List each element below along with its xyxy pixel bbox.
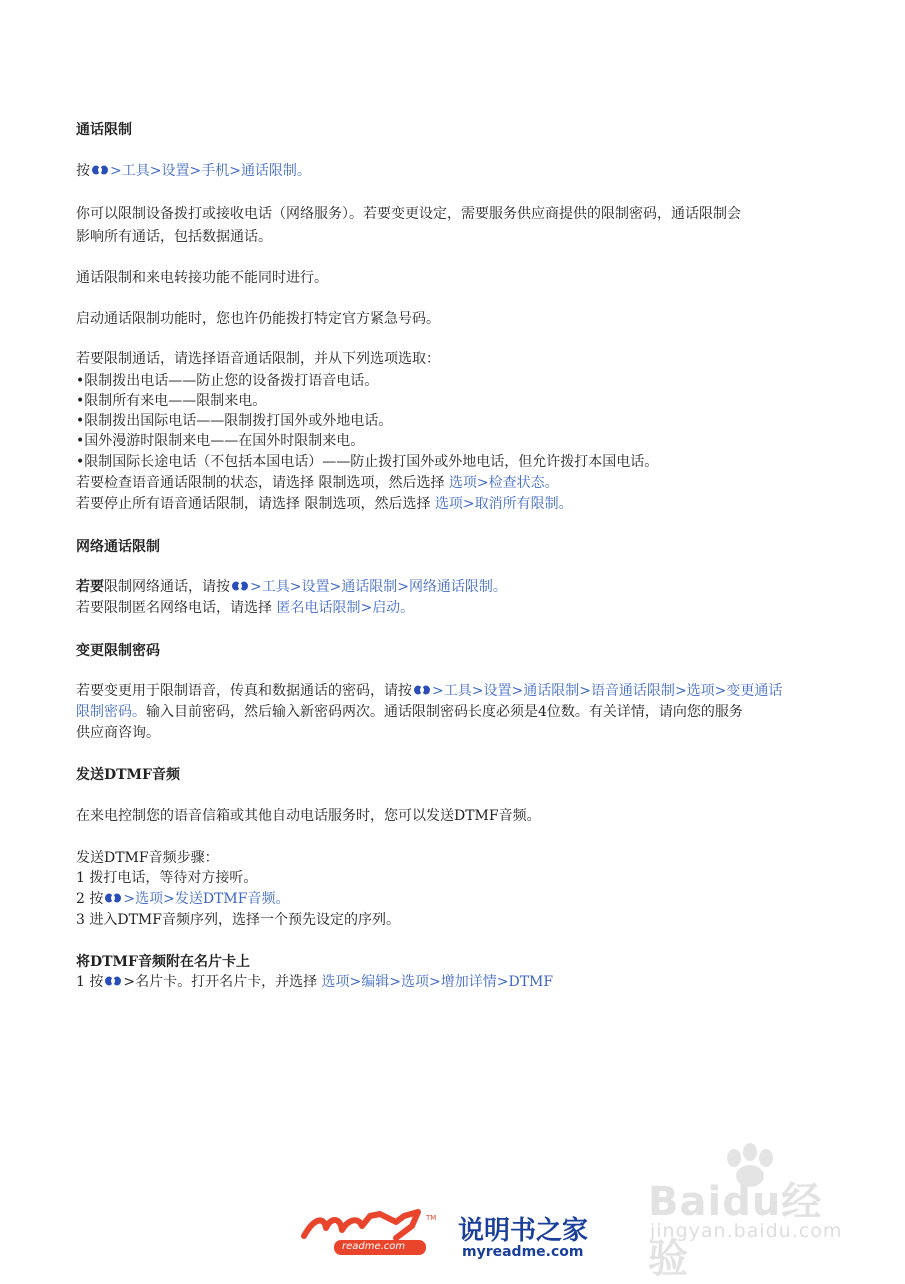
step-item: 3 进入DTMF音频序列，选择一个预先设定的序列。 — [76, 912, 400, 928]
cancel-all-line: 若要停止所有语音通话限制，请选择 限制选项，然后选择 选项>取消所有限制。 — [76, 496, 573, 512]
path-link[interactable]: 选项 — [135, 891, 164, 907]
step-item: 1 拨打电话，等待对方接听。 — [76, 870, 258, 886]
path-link[interactable]: 增加详情 — [440, 974, 497, 990]
trademark: TM — [426, 1214, 437, 1222]
change-password-path: 若要变更用于限制语音，传真和数据通话的密码，请按 >工具>设置>通话限制>语音通话限制>选项>变更通话 — [76, 683, 783, 699]
paragraph: 启动通话限制功能时，您也许仍能拨打特定官方紧急号码。 — [76, 311, 440, 327]
change-password-detail: 输入目前密码，然后输入新密码两次。通话限制密码长度必须是4位数。有关详情，请向您的服务 — [146, 704, 743, 720]
path-link[interactable]: 通话限制 — [523, 683, 580, 699]
step-press: 1 按 — [76, 974, 104, 990]
footer-title: 说明书之家 — [458, 1216, 589, 1246]
menu-key-icon — [231, 580, 249, 592]
section-title-change-password: 变更限制密码 — [76, 643, 160, 659]
path-link[interactable]: 选项 — [448, 475, 477, 491]
path-link[interactable]: DTMF — [508, 974, 554, 990]
path-link[interactable]: 手机 — [201, 163, 230, 179]
path-link[interactable]: 工具 — [121, 163, 150, 179]
path-link[interactable]: 启动。 — [372, 600, 415, 616]
path-link[interactable]: 设置 — [301, 579, 330, 595]
path-link[interactable]: 检查状态。 — [488, 475, 559, 491]
path-link[interactable]: 限制密码。 — [76, 704, 146, 720]
menu-key-icon — [104, 975, 122, 987]
readme-text: readme.com — [342, 1241, 406, 1252]
step-press: 2 按 — [76, 891, 104, 907]
path-link[interactable]: 选项 — [321, 974, 350, 990]
path-link[interactable]: 设置 — [161, 163, 190, 179]
section-title-send-dtmf: 发送DTMF音频 — [76, 767, 180, 783]
path-link[interactable]: 网络通话限制。 — [408, 579, 507, 595]
section-title-call-barring: 通话限制 — [76, 122, 132, 138]
path-link[interactable]: 选项 — [434, 496, 463, 512]
network-barring-path: 若要限制网络通话，请按 >工具>设置>通话限制>网络通话限制。 — [76, 579, 507, 595]
path-link[interactable]: 设置 — [483, 683, 512, 699]
path-link[interactable]: 通话限制 — [341, 579, 398, 595]
path-link[interactable]: 发送DTMF音频。 — [174, 891, 290, 907]
paragraph: 影响所有通话，包括数据通话。 — [76, 229, 272, 245]
footer-logo — [300, 1208, 620, 1268]
steps-title: 发送DTMF音频步骤： — [76, 850, 219, 866]
list-item: •限制拨出国际电话——限制拨打国外或外地电话。 — [76, 413, 393, 429]
options-intro: 若要限制通话，请选择语音通话限制，并从下列选项选取： — [76, 351, 440, 367]
bold-lead: 若要 — [76, 579, 104, 595]
network-barring-text: 限制网络通话，请按 — [104, 579, 230, 595]
menu-key-icon — [104, 892, 122, 904]
list-item: •限制所有来电——限制来电。 — [76, 393, 267, 409]
press-label: 按 — [76, 163, 90, 179]
menu-key-icon — [413, 684, 431, 696]
path-link[interactable]: 工具 — [261, 579, 290, 595]
section-title-network-barring: 网络通话限制 — [76, 539, 160, 555]
paragraph: 你可以限制设备拨打或接收电话（网络服务）。若要变更设定，需要服务供应商提供的限制密码，通话限制会 — [76, 206, 741, 222]
anonymous-barring-line: 若要限制匿名网络电话，请选择 匿名电话限制>启动。 — [76, 600, 415, 616]
step-item: 2 按 >选项>发送DTMF音频。 — [76, 891, 290, 907]
cancel-all-text: 若要停止所有语音通话限制，请选择 限制选项，然后选择 — [76, 496, 435, 512]
path-link[interactable]: 匿名电话限制 — [276, 600, 361, 616]
path-link[interactable]: 选项 — [401, 974, 430, 990]
contacts-text: >名片卡。打开名片卡，并选择 — [123, 974, 322, 990]
path-link[interactable]: 变更通话 — [726, 683, 783, 699]
path-link[interactable]: 编辑 — [361, 974, 390, 990]
paragraph: 供应商咨询。 — [76, 725, 160, 741]
step-item: 1 按 >名片卡。打开名片卡，并选择 选项>编辑>选项>增加详情>DTMF — [76, 974, 554, 990]
path-link[interactable]: 选项 — [686, 683, 715, 699]
check-status-line: 若要检查语音通话限制的状态，请选择 限制选项，然后选择 选项>检查状态。 — [76, 475, 559, 491]
paragraph: 通话限制和来电转接功能不能同时进行。 — [76, 270, 328, 286]
baidu-watermark — [638, 1138, 858, 1282]
change-password-text: 若要变更用于限制语音，传真和数据通话的密码，请按 — [76, 683, 412, 699]
watermark-url: jingyan.baidu.com — [650, 1220, 843, 1242]
path-link[interactable]: 取消所有限制。 — [474, 496, 573, 512]
paragraph: 在来电控制您的语音信箱或其他自动电话服务时，您可以发送DTMF音频。 — [76, 808, 541, 824]
list-item: •国外漫游时限制来电——在国外时限制来电。 — [76, 433, 365, 449]
change-password-line2 — [76, 702, 743, 722]
path-link[interactable]: 语音通话限制 — [590, 683, 675, 699]
check-status-text: 若要检查语音通话限制的状态，请选择 限制选项，然后选择 — [76, 475, 449, 491]
footer-url: myreadme.com — [462, 1244, 584, 1260]
watermark-brand: Baidu经验 — [648, 1179, 823, 1282]
list-item: •限制国际长途电话（不包括本国电话）——防止拨打国外或外地电话，但允许拨打本国电话。 — [76, 454, 659, 470]
call-barring-path: 按 >工具>设置>手机>通话限制。 — [76, 163, 311, 179]
path-link[interactable]: 通话限制。 — [240, 163, 311, 179]
menu-key-icon — [91, 164, 109, 176]
section-title-dtmf-contact: 将DTMF音频附在名片卡上 — [76, 954, 250, 970]
path-link[interactable]: 工具 — [443, 683, 472, 699]
list-item: •限制拨出电话——防止您的设备拨打语音电话。 — [76, 373, 379, 389]
anonymous-barring-text: 若要限制匿名网络电话，请选择 — [76, 600, 277, 616]
